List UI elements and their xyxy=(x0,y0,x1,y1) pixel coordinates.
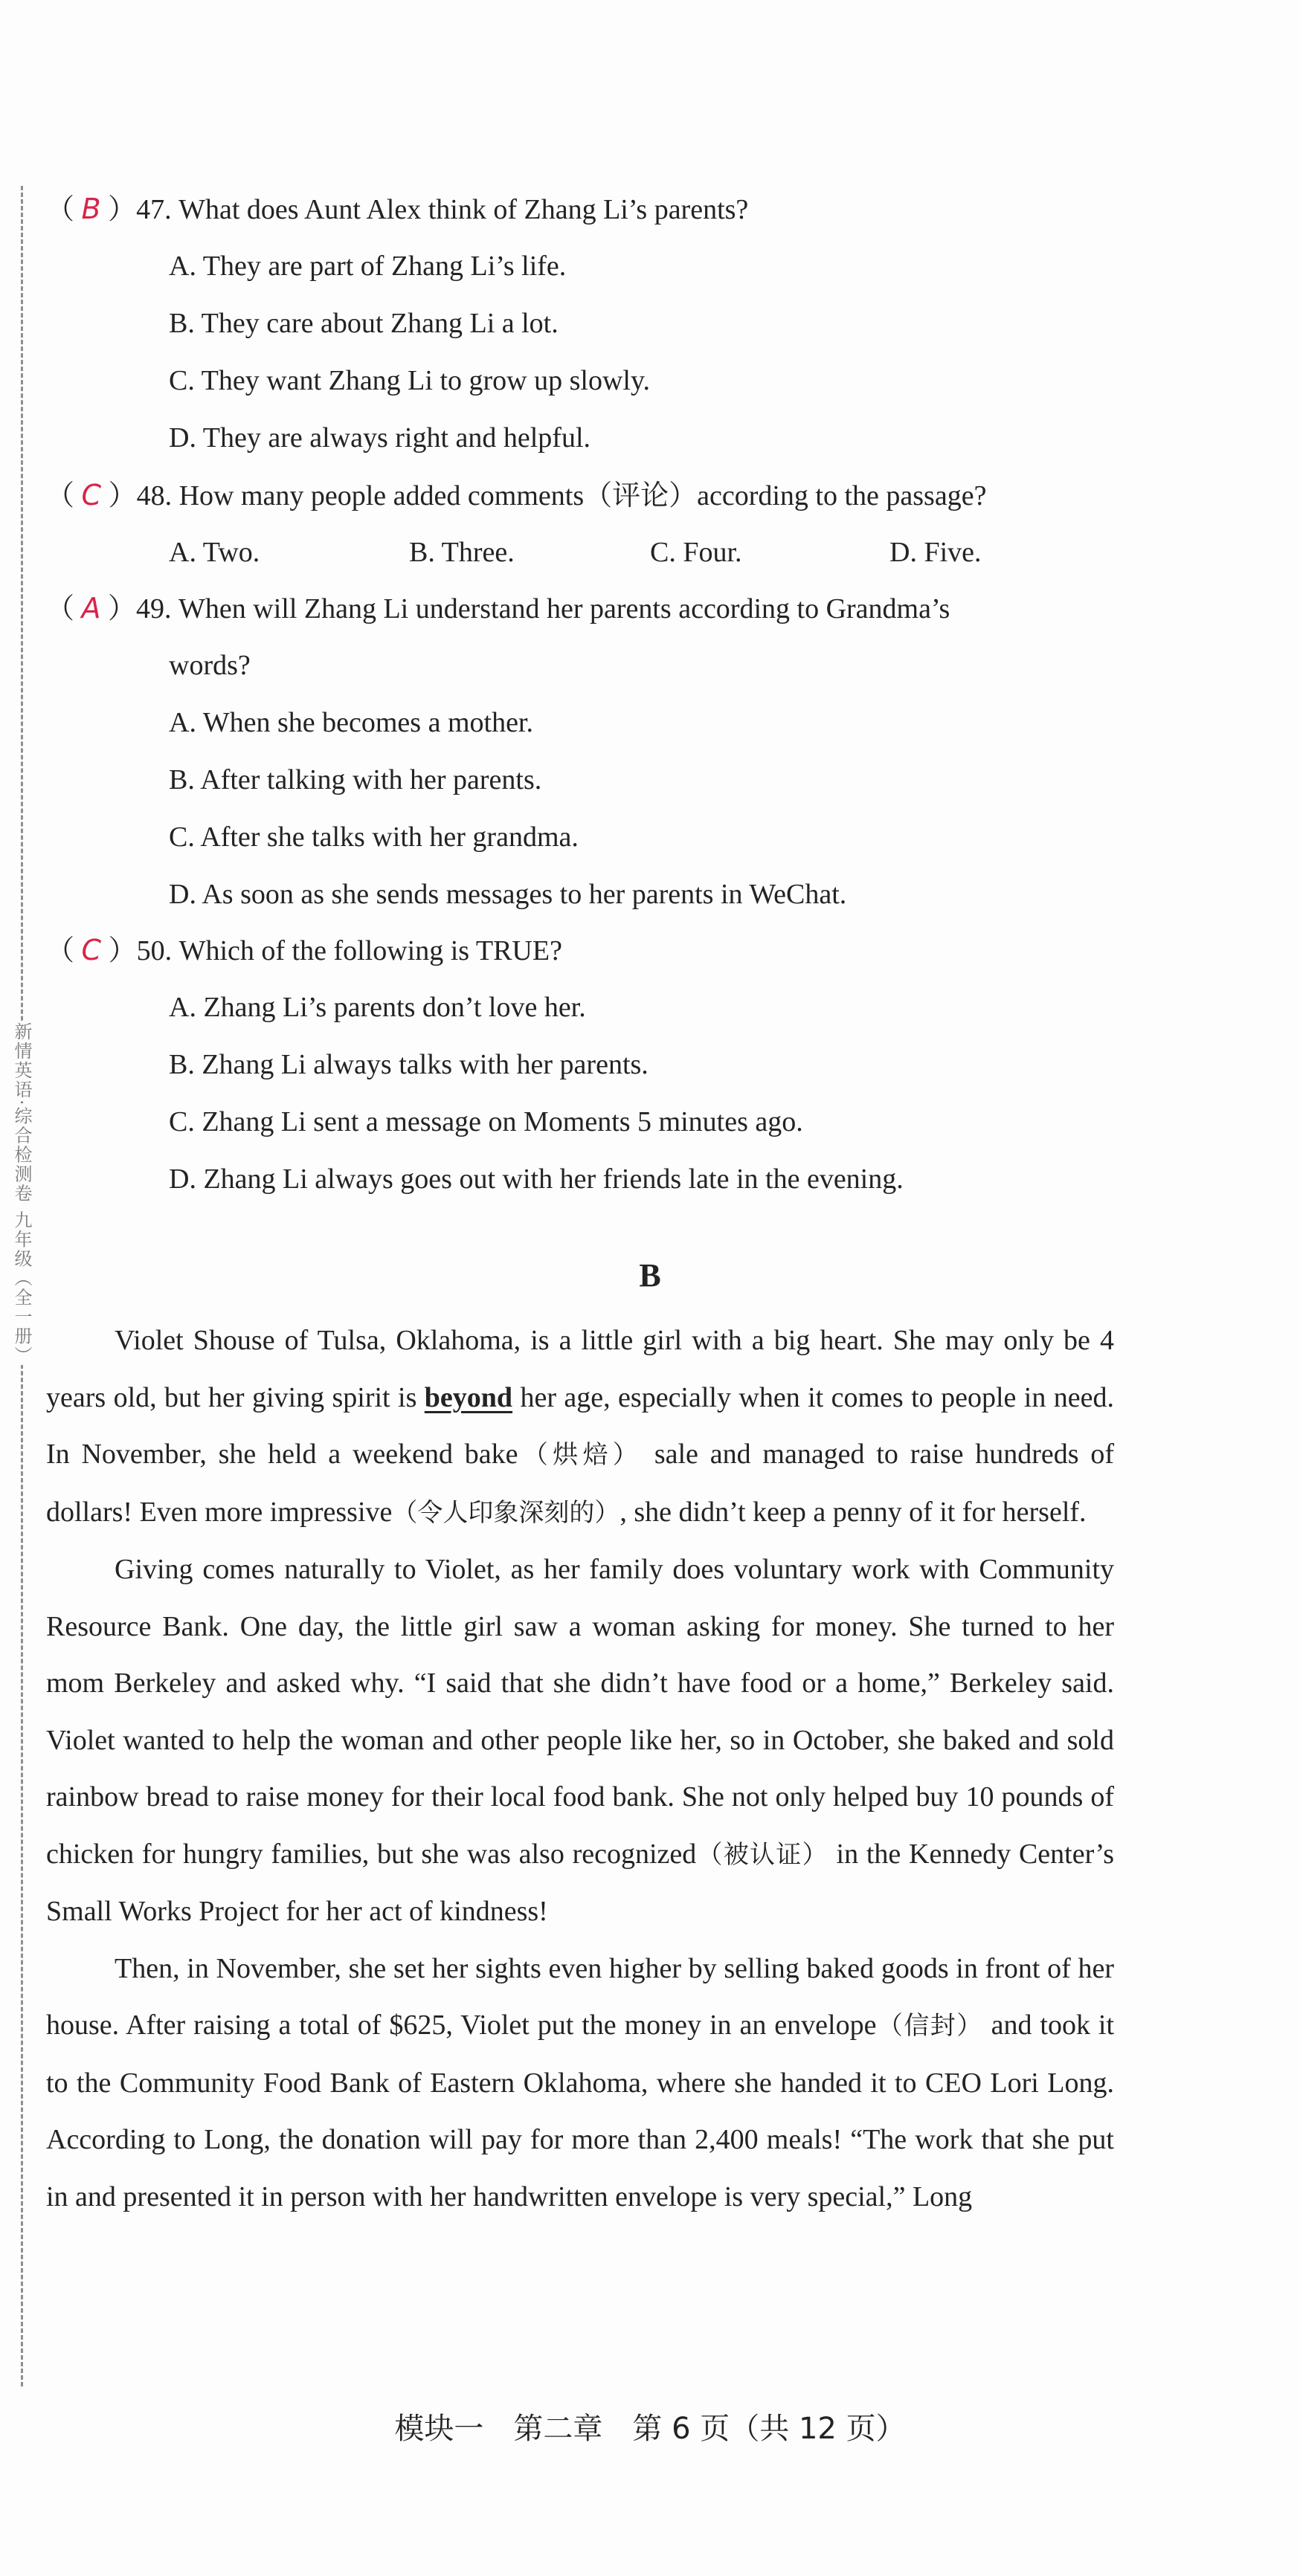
reading-passage xyxy=(46,1312,1114,2225)
option-d: D. Zhang Li always goes out with her friends late in the evening. xyxy=(169,1163,904,1195)
answer-mark: B xyxy=(81,193,101,225)
answer-mark: C xyxy=(81,934,102,966)
paragraph-2 xyxy=(46,1541,1114,1940)
text: Then, in November, she set her sights even higher by selling baked goods in front of her house. After raising a total of $625, Violet put the money in an envelope xyxy=(46,1952,1114,2041)
option-d: D. As soon as she sends messages to her parents in WeChat. xyxy=(169,879,847,910)
option-a: A. Two. xyxy=(169,537,260,568)
text: Giving comes naturally to Violet, as her family does voluntary work with Community Resource Bank. One day, the little girl saw a woman asking for money. She turned to her mom Berkeley and asked why. “I said that she didn’t have food or a home,” Berkeley said. Violet wanted to help the woman and other people like her, so in October, she baked and sold rainbow bread to raise money for their local food bank. She not only helped buy 10 pounds of chicken for hungry families, but she was also recognized xyxy=(46,1554,1114,1870)
highlighted-word: beyond xyxy=(424,1381,513,1413)
text: her age, especially when it comes to people in need. In November, she held a weekend bake xyxy=(46,1381,1114,1470)
question-49-stem-continued: words? xyxy=(169,650,251,681)
option-a: A. When she becomes a mother. xyxy=(169,707,533,738)
question-48-stem: （ C ）48. How many people added comments（评论）according to the passage? xyxy=(46,479,987,511)
option-b: B. Three. xyxy=(409,537,515,568)
question-number: 47 xyxy=(136,194,165,225)
side-label: 新情英语·综合检测卷 九年级（全一册） xyxy=(11,1022,32,1366)
question-50-stem: （ C ）50. Which of the following is TRUE? xyxy=(46,934,562,966)
question-text: When will Zhang Li understand her parents according to Grandma’s xyxy=(178,593,950,624)
gloss: （信封） xyxy=(876,2011,983,2041)
option-c: C. Zhang Li sent a message on Moments 5 minutes ago. xyxy=(169,1106,803,1137)
option-b: B. After talking with her parents. xyxy=(169,764,542,795)
option-b: B. Zhang Li always talks with her parents. xyxy=(169,1049,649,1080)
question-text: How many people added comments（评论）according to the passage? xyxy=(178,480,987,511)
question-49-stem: （ A ）49. When will Zhang Li understand her parents according to Grandma’s xyxy=(46,592,950,624)
gloss: （被认证） xyxy=(696,1839,828,1870)
option-b: B. They care about Zhang Li a lot. xyxy=(169,308,559,339)
option-a: A. Zhang Li’s parents don’t love her. xyxy=(169,992,586,1023)
question-number: 49 xyxy=(136,593,165,624)
question-number: 50 xyxy=(136,935,165,966)
paragraph-1 xyxy=(46,1312,1114,1541)
question-number: 48 xyxy=(136,480,165,511)
question-text: What does Aunt Alex think of Zhang Li’s parents? xyxy=(178,194,749,225)
options-row xyxy=(46,533,1117,572)
answer-mark: C xyxy=(81,479,102,511)
gloss: （令人印象深刻的） xyxy=(392,1497,620,1528)
section-title: B xyxy=(639,1257,661,1294)
paragraph-3 xyxy=(46,1940,1114,2226)
option-c: C. They want Zhang Li to grow up slowly. xyxy=(169,365,650,396)
option-d: D. Five. xyxy=(889,537,982,568)
question-text: Which of the following is TRUE? xyxy=(178,935,562,966)
text: and took it to the Community Food Bank of Eastern Oklahoma, where she handed it to CEO Lori Long. According to Long, the donation will pay for more than 2,400 meals! “The work that she put in and presented it in person with her handwritten envelope is very special,” Long xyxy=(46,2010,1114,2212)
option-c: C. After she talks with her grandma. xyxy=(169,821,579,853)
text: , she didn’t keep a penny of it for herself. xyxy=(620,1496,1087,1528)
option-a: A. They are part of Zhang Li’s life. xyxy=(169,251,567,282)
text: sale and managed to raise hundreds of dollars! Even more impressive xyxy=(46,1439,1114,1528)
page-footer: 模块一 第二章 第 6 页（共 12 页） xyxy=(394,2412,906,2446)
text: in the Kennedy Center’s Small Works Project for her act of kindness! xyxy=(46,1838,1114,1927)
text: Violet Shouse of Tulsa, Oklahoma, is a little girl with a big heart. She may only be 4 years old, but her giving spirit is xyxy=(46,1325,1114,1413)
option-c: C. Four. xyxy=(650,537,742,568)
answer-mark: A xyxy=(81,592,101,624)
question-47-stem: （ B ）47. What does Aunt Alex think of Zhang Li’s parents? xyxy=(46,193,749,225)
option-d: D. They are always right and helpful. xyxy=(169,422,591,453)
gloss: （烘焙） xyxy=(518,1440,643,1470)
